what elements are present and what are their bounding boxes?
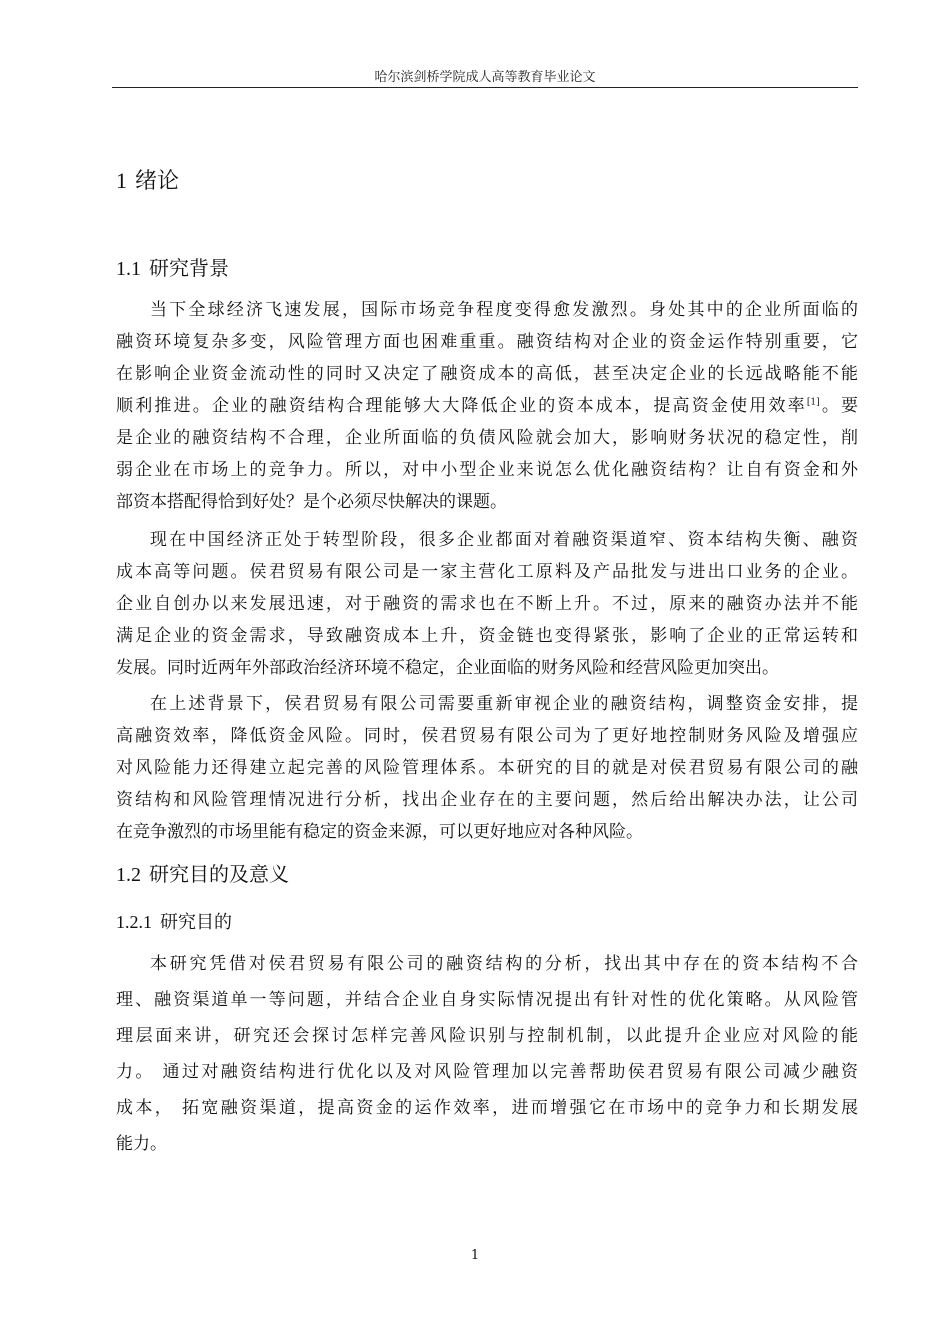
text-line: 理、融资渠道单一等问题，并结合企业自身实际情况提出有针对性的优化策略。从风险管 [116, 990, 858, 1010]
paragraph-background-1 [116, 294, 858, 518]
text-line: 对风险能力还得建立起完善的风险管理体系。本研究的目的就是对侯君贸易有限公司的融 [116, 758, 858, 778]
chapter-title: 绪论 [135, 169, 180, 194]
text-line-with-citation [116, 390, 858, 422]
text-line: 在上述背景下，侯君贸易有限公司需要重新审视企业的融资结构，调整资金安排，提 [150, 694, 858, 714]
text-line: 本研究凭借对侯君贸易有限公司的融资结构的分析，找出其中存在的资本结构不合 [150, 954, 858, 974]
text-line: 能力。 [116, 1134, 167, 1154]
chapter-heading [116, 164, 179, 195]
text-line: 理层面来讲，研究还会探讨怎样完善风险识别与控制机制，以此提升企业应对风险的能 [116, 1026, 858, 1046]
subsection-heading-1-2-1 [116, 908, 232, 934]
section-heading-1-1 [116, 252, 229, 281]
text-line: 成本高等问题。侯君贸易有限公司是一家主营化工原料及产品批发与进出口业务的企业。 [116, 562, 858, 582]
text-line: 是企业的融资结构不合理，企业所面临的负债风险就会加大，影响财务状况的稳定性，削 [116, 428, 858, 448]
text-segment: 。要 [819, 396, 859, 416]
running-header: 哈尔滨剑桥学院成人高等教育毕业论文 [374, 70, 596, 85]
text-line: 发展。同时近两年外部政治经济环境不稳定，企业面临的财务风险和经营风险更加突出。 [116, 658, 779, 678]
text-line: 现在中国经济正处于转型阶段，很多企业都面对着融资渠道窄、资本结构失衡、融资 [150, 530, 858, 550]
section-number: 1.2 [116, 864, 141, 886]
chapter-number: 1 [116, 168, 127, 193]
text-line: 弱企业在市场上的竞争力。所以，对中小型企业来说怎么优化融资结构？让自有资金和外 [116, 460, 858, 480]
paragraph-research-purpose [116, 946, 858, 1162]
subsection-number: 1.2.1 [116, 912, 152, 932]
section-number: 1.1 [116, 258, 141, 280]
text-line: 资结构和风险管理情况进行分析，找出企业存在的主要问题，然后给出解决办法，让公司 [116, 790, 858, 810]
citation-mark: [1] [806, 397, 820, 408]
text-line: 当下全球经济飞速发展，国际市场竞争程度变得愈发激烈。身处其中的企业所面临的 [150, 300, 858, 320]
paragraph-background-3 [116, 688, 858, 848]
text-line: 成本， 拓宽融资渠道，提高资金的运作效率，进而增强它在市场中的竞争力和长期发展 [116, 1098, 858, 1118]
header-divider [112, 87, 858, 88]
text-line: 力。 通过对融资结构进行优化以及对风险管理加以完善帮助侯君贸易有限公司减少融资 [116, 1062, 858, 1082]
page-number: 1 [470, 1248, 480, 1263]
text-line: 在竞争激烈的市场里能有稳定的资金来源，可以更好地应对各种风险。 [116, 822, 643, 842]
text-segment: 顺利推进。企业的融资结构合理能够大大降低企业的资本成本，提高资金使用效率 [116, 396, 807, 416]
subsection-title: 研究目的 [160, 912, 232, 933]
text-line: 在影响企业资金流动性的同时又决定了融资成本的高低，甚至决定企业的长远战略能不能 [116, 364, 858, 384]
text-line: 部资本搭配得恰到好处？是个必须尽快解决的课题。 [116, 492, 507, 512]
paragraph-background-2 [116, 524, 858, 684]
section-heading-1-2 [116, 858, 289, 887]
text-line: 满足企业的资金需求，导致融资成本上升，资金链也变得紧张，影响了企业的正常运转和 [116, 626, 858, 646]
section-title: 研究背景 [149, 256, 229, 280]
section-title: 研究目的及意义 [149, 862, 289, 886]
text-line: 高融资效率，降低资金风险。同时，侯君贸易有限公司为了更好地控制财务风险及增强应 [116, 726, 858, 746]
text-line: 融资环境复杂多变，风险管理方面也困难重重。融资结构对企业的资金运作特别重要，它 [116, 332, 858, 352]
text-line: 企业自创办以来发展迅速，对于融资的需求也在不断上升。不过，原来的融资办法并不能 [116, 594, 858, 614]
